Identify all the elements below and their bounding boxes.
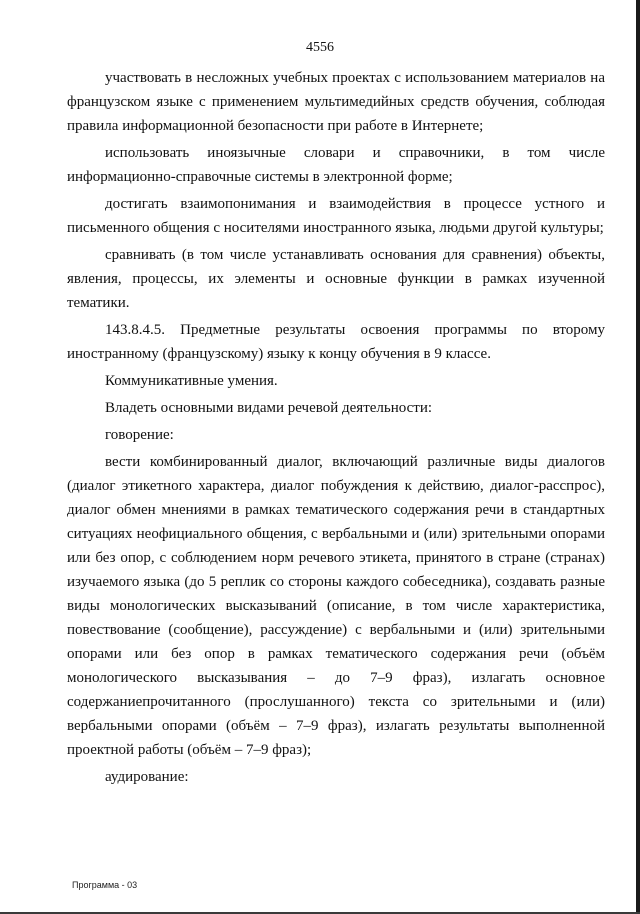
paragraph-compare: сравнивать (в том числе устанавливать основания для сравнения) объекты, явления, процессы, их элементы и основные функции в рамках изученной тематики.	[67, 247, 605, 311]
document-body	[67, 66, 605, 789]
paragraph-section-heading: 143.8.4.5. Предметные результаты освоения программы по второму иностранному (французскому) языку к концу обучения в 9 классе.	[67, 322, 605, 362]
page-number: 4556	[306, 40, 334, 55]
paragraph-dictionaries: использовать иноязычные словари и справочники, в том числе информационно-справочные системы в электронной форме;	[67, 145, 605, 185]
paragraph-speech-activities: Владеть основными видами речевой деятельности:	[105, 400, 433, 416]
scan-edge-right	[636, 0, 640, 914]
paragraph-projects: участвовать в несложных учебных проектах с использованием материалов на французском языке с применением мультимедийных средств обучения, соблюдая правила информационной безопасности при работе в Интернете;	[67, 70, 605, 134]
paragraph-communicative-skills: Коммуникативные умения.	[105, 373, 278, 389]
paragraph-understanding: достигать взаимопонимания и взаимодействия в процессе устного и письменного общения с носителями иностранного языка, людьми другой культуры;	[67, 196, 605, 236]
paragraph-speaking-label: говорение:	[105, 427, 174, 443]
paragraph-listening-label: аудирование:	[105, 769, 189, 785]
footer-program-label: Программа - 03	[72, 880, 138, 890]
paragraph-dialogue: вести комбинированный диалог, включающий различные виды диалогов (диалог этикетного характера, диалог побуждения к действию, диалог-расспрос), диалог обмен мнениями в рамках тематического содержания речи в стандартных ситуациях неофициального общения, с вербальными и (или) зрительными опорами или без опор, с соблюдением норм речевого этикета, принятого в стране (странах) изучаемого языка (до 5 реплик со стороны каждого собеседника), создавать разные виды монологических высказываний (описание, в том числе характеристика, повествование (сообщение), рассуждение) с вербальными и (или) зрительными опорами или без опор в рамках тематического содержания речи (объём монологического высказывания – до 7–9 фраз), излагать основное содержаниепрочитанного (прослушанного) текста со зрительными и (или) вербальными опорами (объём – 7–9 фраз), излагать результаты выполненной проектной работы (объём – 7–9 фраз);	[67, 454, 605, 758]
